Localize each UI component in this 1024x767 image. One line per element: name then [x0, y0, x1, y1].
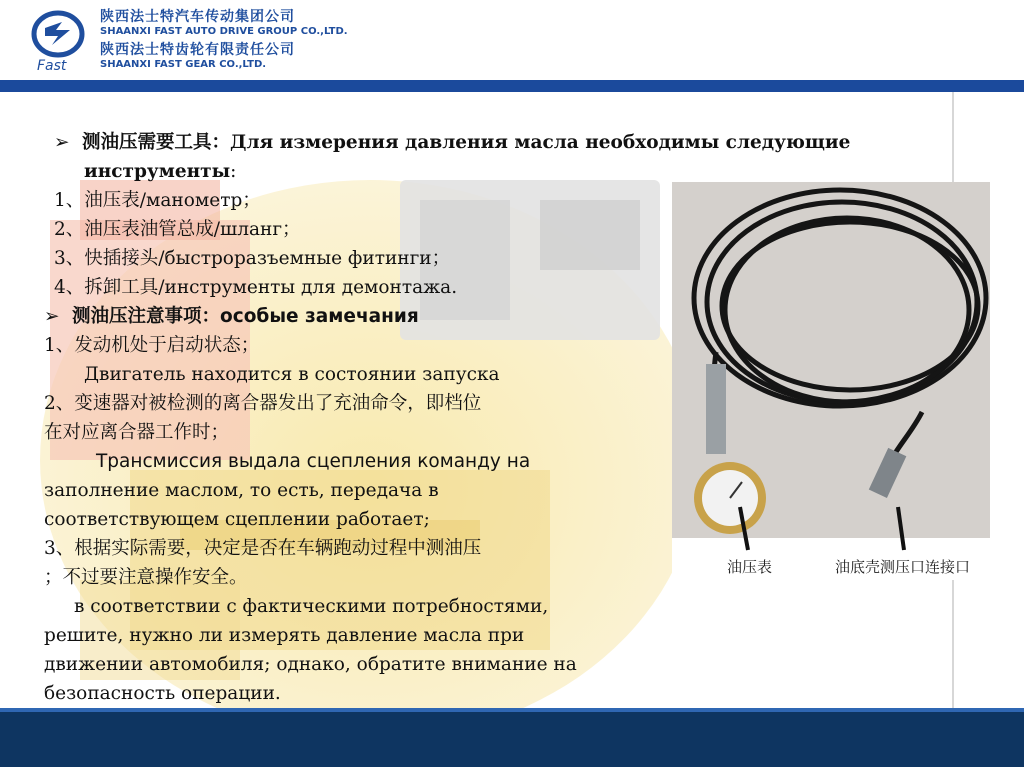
- note-2-cn-2: 在对应离合器工作时；: [44, 422, 230, 443]
- tool-item-3: 3、快插接头/быстроразъемные фитинги；: [54, 248, 451, 269]
- port-caption: 油底壳测压口连接口: [835, 558, 971, 576]
- note-1-ru: Двигатель находится в состоянии запуска: [84, 364, 500, 385]
- company-name-block: [100, 9, 348, 75]
- tool-item-4: 4、拆卸工具/инструменты для демонтажа.: [54, 277, 458, 298]
- logo-text: Fast: [37, 58, 67, 74]
- note-1-cn: 1、发动机处于启动状态；: [44, 335, 260, 356]
- note-2-cn-1: 2、变速器对被检测的离合器发出了充油命令，即档位: [44, 393, 482, 414]
- tools-heading-colon: :: [230, 161, 237, 182]
- note-3-ru-3: движении автомобиля; однако, обратите внимание на: [44, 654, 577, 675]
- notes-heading-cn: 测油压注意事项：: [72, 306, 221, 327]
- note-3-ru-1: в соответствии с фактическими потребностями,: [74, 596, 549, 617]
- note-3-cn-2: ；不过要注意操作安全。: [44, 567, 248, 588]
- note-3-ru-2: решите, нужно ли измерять давление масла при: [44, 625, 525, 646]
- bullet-arrow-icon: ➢: [54, 132, 70, 153]
- tools-heading-cn: 测油压需要工具：: [82, 132, 231, 153]
- notes-heading-ru: особые замечания: [220, 306, 419, 327]
- note-2-ru-2: заполнение маслом, то есть, передача в: [44, 480, 439, 501]
- gauge-caption: 油压表: [727, 558, 773, 576]
- company-name-en-1: SHAANXI FAST AUTO DRIVE GROUP CO.,LTD.: [100, 26, 348, 37]
- bullet-arrow-icon: ➢: [44, 306, 60, 327]
- tools-heading-line-1: [44, 128, 851, 157]
- slide-footer: [0, 708, 1024, 767]
- company-name-cn-1: 陕西法士特汽车传动集团公司: [100, 9, 295, 25]
- company-name-en-2: SHAANXI FAST GEAR CO.,LTD.: [100, 59, 267, 70]
- oil-pressure-gauge-photo: [672, 182, 990, 580]
- tool-item-1: 1、油压表/манометр；: [54, 190, 261, 211]
- notes-heading: [44, 302, 664, 331]
- note-3-cn-1: 3、根据实际需要，决定是否在车辆跑动过程中测油压: [44, 538, 482, 559]
- note-2-ru-1: Трансмиссия выдала сцепления команду на: [96, 451, 531, 472]
- company-name-cn-2: 陕西法士特齿轮有限责任公司: [100, 42, 295, 58]
- note-2-ru-3: соответствующем сцеплении работает;: [44, 509, 430, 530]
- tool-item-2: 2、油压表油管总成/шланг；: [54, 219, 301, 240]
- note-3-ru-4: безопасность операции.: [44, 683, 281, 704]
- slide-text-block: [44, 128, 851, 708]
- tools-heading-ru: Для измерения давления масла необходимы следующие: [230, 132, 851, 153]
- slide-header: [0, 0, 1024, 80]
- header-divider-bar: [0, 80, 1024, 92]
- tools-heading-ru-cont: инструменты: [84, 161, 231, 182]
- footer-accent-line: [0, 708, 1024, 712]
- tools-heading-line-2: [44, 157, 664, 186]
